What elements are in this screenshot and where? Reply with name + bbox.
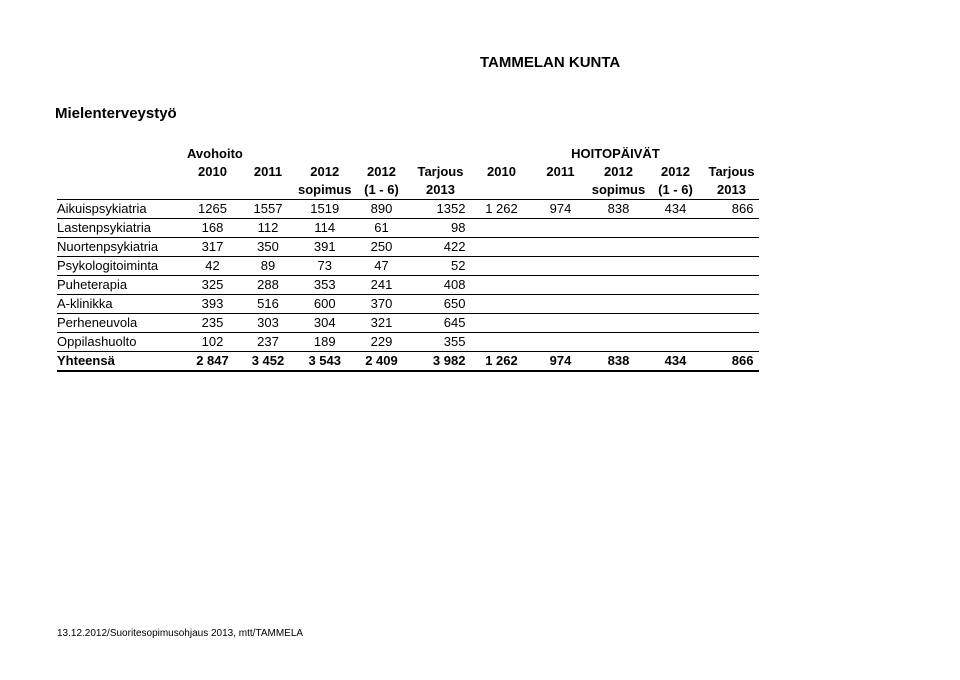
column-header-year: 2012 — [367, 164, 396, 179]
hoitopaivat-value — [531, 314, 589, 333]
hoitopaivat-value — [703, 219, 759, 238]
hoitopaivat-value — [589, 238, 647, 257]
column-header-sub: sopimus — [296, 181, 353, 200]
hoitopaivat-value — [589, 219, 647, 238]
column-header-year: 2011 — [253, 164, 283, 179]
section-title: Mielenterveystyö — [55, 105, 177, 122]
avohoito-value: 303 — [240, 314, 296, 333]
column-header-sub — [240, 181, 296, 200]
total-avohoito-value: 2 409 — [353, 352, 409, 372]
column-header-sub: sopimus — [589, 181, 647, 200]
total-row — [57, 352, 759, 372]
avohoito-value: 353 — [296, 276, 353, 295]
avohoito-value: 516 — [240, 295, 296, 314]
hoitopaivat-value — [647, 219, 703, 238]
avohoito-value: 168 — [185, 219, 240, 238]
column-header-sub: (1 - 6) — [353, 181, 409, 200]
hoitopaivat-value — [647, 276, 703, 295]
avohoito-value: 391 — [296, 238, 353, 257]
total-avohoito-value: 3 543 — [296, 352, 353, 372]
avohoito-value: 408 — [409, 276, 471, 295]
hoitopaivat-value — [703, 257, 759, 276]
table-row — [57, 257, 759, 276]
column-header-sub: 2013 — [703, 181, 759, 200]
group-header-hoitopaivat: HOITOPÄIVÄT — [571, 146, 660, 161]
avohoito-value: 241 — [353, 276, 409, 295]
column-header-sub — [471, 181, 531, 200]
hoitopaivat-value: 866 — [703, 200, 759, 219]
column-header-year: 2012 — [310, 164, 340, 179]
header-row-sub — [57, 181, 759, 200]
hoitopaivat-value — [647, 295, 703, 314]
hoitopaivat-value — [471, 238, 531, 257]
hoitopaivat-value — [703, 333, 759, 352]
avohoito-value: 370 — [353, 295, 409, 314]
total-avohoito-value: 3 452 — [240, 352, 296, 372]
total-hoitopaivat-value: 434 — [647, 352, 703, 372]
row-label: Lastenpsykiatria — [57, 219, 185, 238]
column-header-year: 2012 — [604, 164, 633, 179]
hoitopaivat-value — [589, 257, 647, 276]
column-header-sub — [185, 181, 240, 200]
avohoito-value: 102 — [185, 333, 240, 352]
group-header-avohoito: Avohoito — [187, 146, 243, 161]
avohoito-value: 229 — [353, 333, 409, 352]
avohoito-value: 114 — [296, 219, 353, 238]
avohoito-value: 355 — [409, 333, 471, 352]
hoitopaivat-value — [531, 333, 589, 352]
mental-health-table — [57, 145, 759, 372]
total-hoitopaivat-value: 974 — [531, 352, 589, 372]
avohoito-value: 61 — [353, 219, 409, 238]
avohoito-value: 393 — [185, 295, 240, 314]
column-header-sub: (1 - 6) — [647, 181, 703, 200]
avohoito-value: 42 — [185, 257, 240, 276]
hoitopaivat-value — [471, 333, 531, 352]
avohoito-value: 237 — [240, 333, 296, 352]
avohoito-value: 1557 — [240, 200, 296, 219]
hoitopaivat-value: 974 — [531, 200, 589, 219]
header-empty — [57, 145, 185, 163]
footer-note: 13.12.2012/Suoritesopimusohjaus 2013, mtt/TAMMELA — [57, 628, 304, 639]
avohoito-value: 325 — [185, 276, 240, 295]
hoitopaivat-value: 838 — [589, 200, 647, 219]
hoitopaivat-value — [589, 314, 647, 333]
column-header-year: Tarjous — [708, 164, 755, 179]
hoitopaivat-value — [471, 276, 531, 295]
hoitopaivat-value — [589, 295, 647, 314]
total-hoitopaivat-value: 1 262 — [471, 352, 531, 372]
column-header-year: 2010 — [487, 164, 516, 179]
total-avohoito-value: 2 847 — [185, 352, 240, 372]
hoitopaivat-value — [647, 333, 703, 352]
hoitopaivat-value — [647, 257, 703, 276]
avohoito-value: 98 — [409, 219, 471, 238]
organization-title: TAMMELAN KUNTA — [480, 54, 621, 71]
table-row — [57, 200, 759, 219]
avohoito-value: 89 — [240, 257, 296, 276]
column-header-sub: 2013 — [409, 181, 471, 200]
avohoito-value: 321 — [353, 314, 409, 333]
column-header-year: 2011 — [546, 164, 575, 179]
avohoito-value: 350 — [240, 238, 296, 257]
table-row — [57, 219, 759, 238]
hoitopaivat-value — [703, 238, 759, 257]
hoitopaivat-value — [531, 276, 589, 295]
hoitopaivat-value: 434 — [647, 200, 703, 219]
avohoito-value: 73 — [296, 257, 353, 276]
hoitopaivat-value — [471, 314, 531, 333]
hoitopaivat-value — [647, 314, 703, 333]
total-hoitopaivat-value: 838 — [589, 352, 647, 372]
avohoito-value: 1352 — [409, 200, 471, 219]
hoitopaivat-value — [531, 295, 589, 314]
row-label: Nuortenpsykiatria — [57, 238, 185, 257]
hoitopaivat-value — [703, 295, 759, 314]
avohoito-value: 304 — [296, 314, 353, 333]
hoitopaivat-value — [471, 219, 531, 238]
hoitopaivat-value — [703, 314, 759, 333]
header-empty — [57, 163, 185, 181]
hoitopaivat-value — [589, 333, 647, 352]
avohoito-value: 645 — [409, 314, 471, 333]
avohoito-value: 600 — [296, 295, 353, 314]
column-header-year: Tarjous — [417, 164, 464, 179]
column-header-year: 2010 — [198, 164, 227, 179]
table-row — [57, 276, 759, 295]
total-hoitopaivat-value: 866 — [703, 352, 759, 372]
row-label: Perheneuvola — [57, 314, 185, 333]
avohoito-value: 422 — [409, 238, 471, 257]
table-row — [57, 333, 759, 352]
hoitopaivat-value — [703, 276, 759, 295]
row-label: Puheterapia — [57, 276, 185, 295]
avohoito-value: 890 — [353, 200, 409, 219]
row-label: Oppilashuolto — [57, 333, 185, 352]
avohoito-value: 189 — [296, 333, 353, 352]
table-row — [57, 314, 759, 333]
avohoito-value: 112 — [240, 219, 296, 238]
hoitopaivat-value — [589, 276, 647, 295]
header-row-years — [57, 163, 759, 181]
header-empty — [57, 181, 185, 200]
table-row — [57, 238, 759, 257]
column-header-year: 2012 — [661, 164, 690, 179]
avohoito-value: 47 — [353, 257, 409, 276]
hoitopaivat-value: 1 262 — [471, 200, 531, 219]
header-row-groups — [57, 145, 759, 163]
row-label: Psykologitoiminta — [57, 257, 185, 276]
avohoito-value: 235 — [185, 314, 240, 333]
column-header-sub — [531, 181, 589, 200]
hoitopaivat-value — [471, 257, 531, 276]
hoitopaivat-value — [531, 219, 589, 238]
avohoito-value: 52 — [409, 257, 471, 276]
avohoito-value: 250 — [353, 238, 409, 257]
row-label: A-klinikka — [57, 295, 185, 314]
avohoito-value: 1265 — [185, 200, 240, 219]
avohoito-value: 317 — [185, 238, 240, 257]
avohoito-value: 288 — [240, 276, 296, 295]
hoitopaivat-value — [531, 257, 589, 276]
avohoito-value: 1519 — [296, 200, 353, 219]
hoitopaivat-value — [531, 238, 589, 257]
table-row — [57, 295, 759, 314]
row-label: Aikuispsykiatria — [57, 200, 185, 219]
hoitopaivat-value — [647, 238, 703, 257]
total-avohoito-value: 3 982 — [409, 352, 471, 372]
total-label: Yhteensä — [57, 352, 185, 372]
hoitopaivat-value — [471, 295, 531, 314]
avohoito-value: 650 — [409, 295, 471, 314]
